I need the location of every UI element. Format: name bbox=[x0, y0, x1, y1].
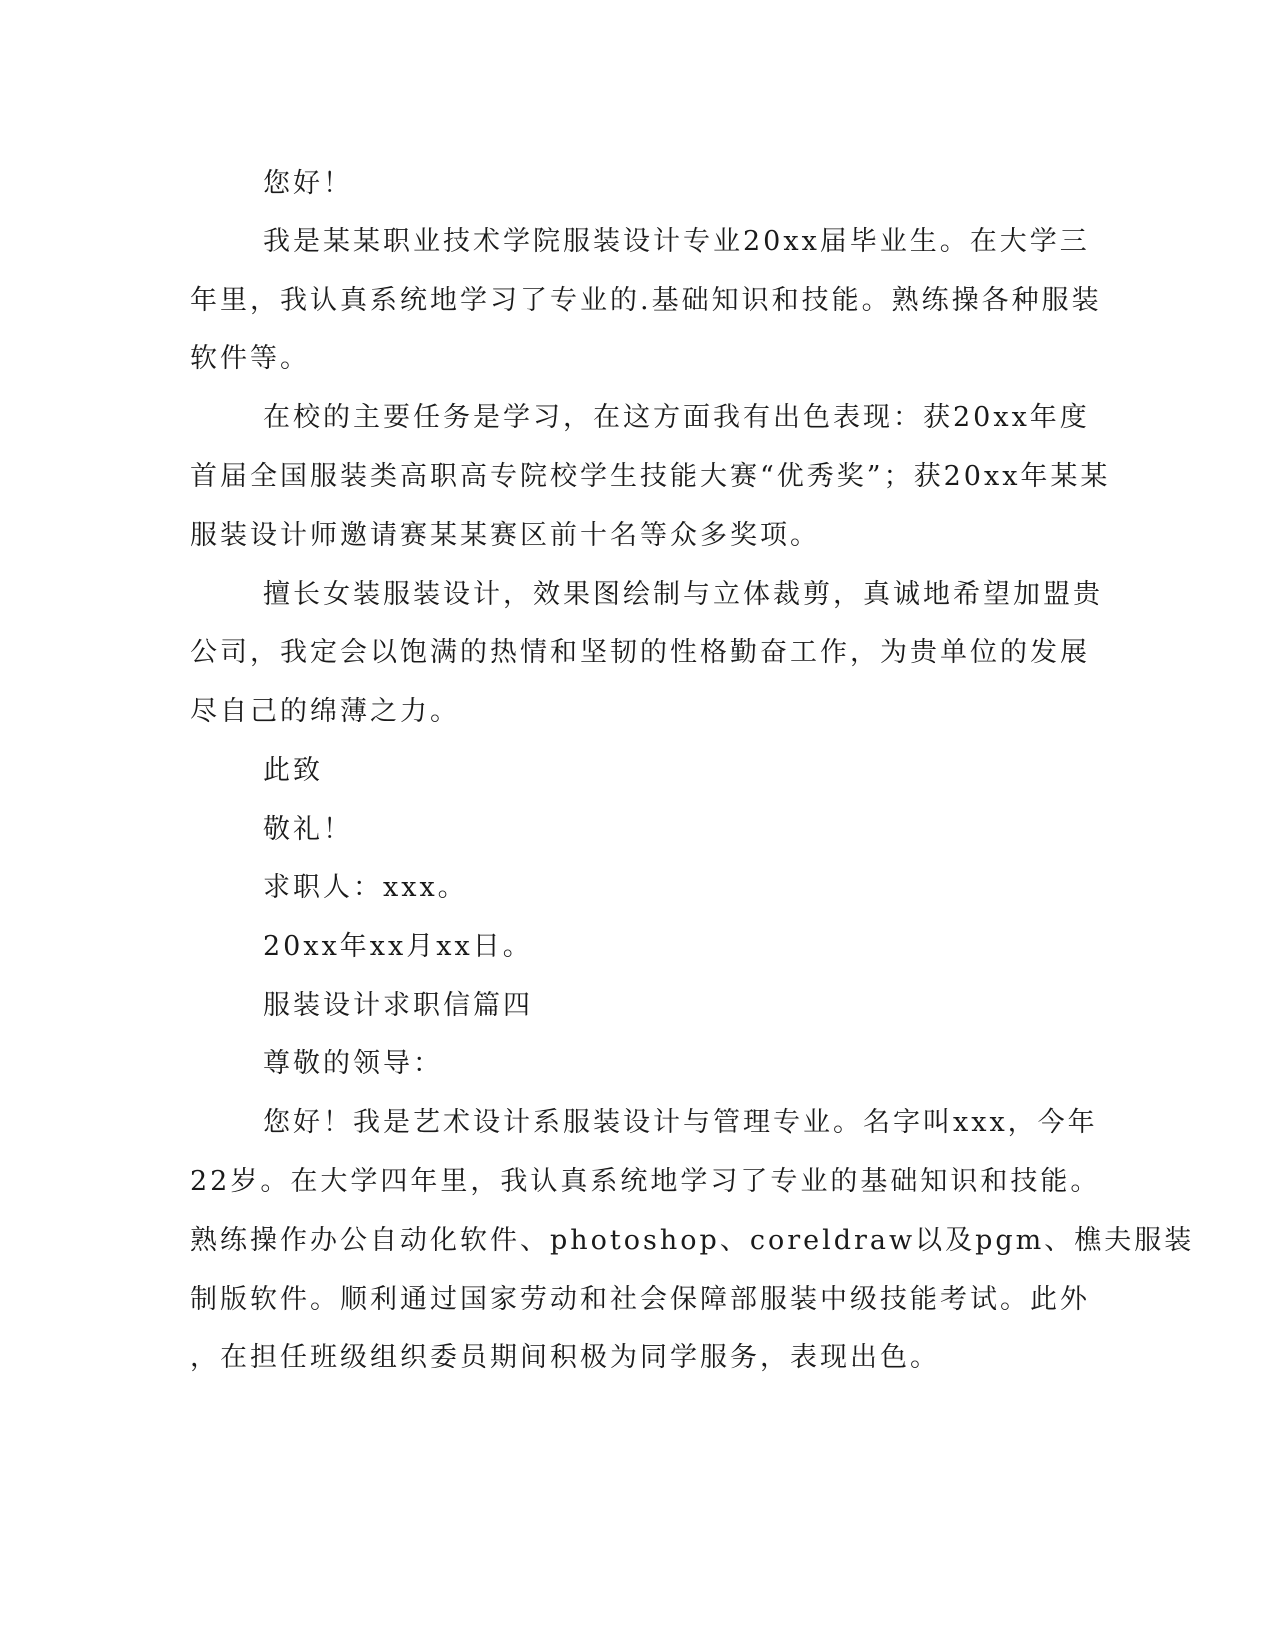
paragraph-line: 您好！我是艺术设计系服装设计与管理专业。名字叫xxx，今年 bbox=[263, 1107, 1098, 1138]
paragraph-line: 擅长女装服装设计，效果图绘制与立体裁剪，真诚地希望加盟贵 bbox=[263, 579, 1103, 610]
signature-line: 求职人：xxx。 bbox=[263, 872, 468, 903]
paragraph-line: 软件等。 bbox=[190, 343, 310, 374]
closing-line: 此致 bbox=[263, 755, 323, 786]
paragraph-line: 服装设计师邀请赛某某赛区前十名等众多奖项。 bbox=[190, 520, 820, 551]
paragraph-line: 制版软件。顺利通过国家劳动和社会保障部服装中级技能考试。此外 bbox=[190, 1284, 1090, 1315]
salutation-line: 敬礼！ bbox=[263, 814, 353, 845]
paragraph-line: 我是某某职业技术学院服装设计专业20xx届毕业生。在大学三 bbox=[263, 226, 1090, 257]
paragraph-line: 公司，我定会以饱满的热情和坚韧的性格勤奋工作，为贵单位的发展 bbox=[190, 637, 1090, 668]
paragraph-line: 熟练操作办公自动化软件、photoshop、coreldraw以及pgm、樵夫服装 bbox=[190, 1225, 1195, 1256]
greeting-line: 您好！ bbox=[263, 168, 353, 199]
greeting-line: 尊敬的领导： bbox=[263, 1048, 443, 1079]
paragraph-line: 尽自己的绵薄之力。 bbox=[190, 696, 460, 727]
section-title: 服装设计求职信篇四 bbox=[263, 990, 533, 1021]
date-line: 20xx年xx月xx日。 bbox=[263, 931, 533, 962]
paragraph-line: 22岁。在大学四年里，我认真系统地学习了专业的基础知识和技能。 bbox=[190, 1166, 1101, 1197]
paragraph-line: 首届全国服装类高职高专院校学生技能大赛“优秀奖”；获20xx年某某 bbox=[190, 461, 1111, 492]
paragraph-line: 在校的主要任务是学习，在这方面我有出色表现：获20xx年度 bbox=[263, 402, 1090, 433]
paragraph-line: ，在担任班级组织委员期间积极为同学服务，表现出色。 bbox=[190, 1342, 940, 1373]
paragraph-line: 年里，我认真系统地学习了专业的.基础知识和技能。熟练操各种服装 bbox=[190, 285, 1102, 316]
